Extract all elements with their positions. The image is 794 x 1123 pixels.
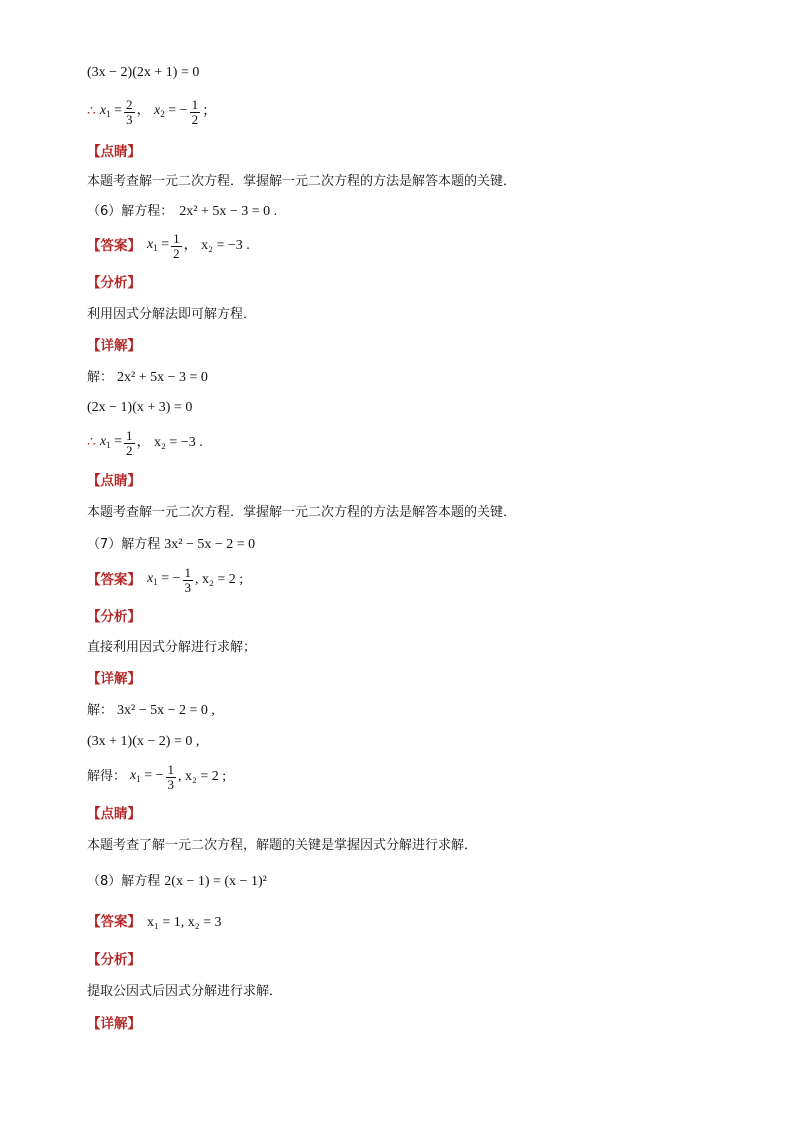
fraction-xj7-x1: $\frac{1}{3}$ [167, 761, 175, 792]
question-6: （6）解方程： 2x² + 5x − 3 = 0 . [87, 204, 278, 219]
xiangjie-7-eq2: (3x + 1)(x − 2) = 0 , [87, 734, 200, 749]
xiangjie-6-eq2: (2x − 1)(x + 3) = 0 [87, 400, 193, 415]
section-label-fenxi-3: 【分析】 [87, 952, 141, 968]
question-7-equation: 3x² − 5x − 2 = 0 [164, 537, 256, 552]
section-label-fenxi-2: 【分析】 [87, 609, 141, 625]
question-6-equation: 2x² + 5x − 3 = 0 . [179, 204, 278, 219]
xiangjie-6-eq1: 解： 2x² + 5x − 3 = 0 [87, 370, 208, 385]
section-label-daan: 【答案】 [87, 238, 141, 254]
fenxi-text-7: 直接利用因式分解进行求解； [87, 640, 257, 655]
fenxi-text-8: 提取公因式后因式分解进行求解． [87, 984, 283, 999]
fraction-x1: $\frac{2}{3}$ [126, 96, 133, 127]
equation-text: (3x − 2)(2x + 1) = 0 [87, 65, 200, 80]
section-label-dianjing-2: 【点睛】 [87, 473, 141, 489]
fraction-x2: $\frac{1}{2}$ [191, 96, 199, 127]
equation-factored-5 [87, 62, 199, 84]
dianjing-text-3: 本题考查了解一元二次方程，解题的关键是掌握因式分解进行求解． [87, 838, 478, 853]
fenxi-text-6: 利用因式分解法即可解方程． [87, 307, 257, 322]
dianjing-text-1: 本题考查解一元二次方程．掌握解一元二次方程的方法是解答本题的关键． [87, 174, 517, 189]
section-label-xiangjie-2: 【详解】 [87, 671, 141, 687]
question-7: （7）解方程 3x² − 5x − 2 = 0 [87, 537, 256, 552]
section-label-xiangjie: 【详解】 [87, 338, 141, 354]
dianjing-text-2: 本题考查解一元二次方程．掌握解一元二次方程的方法是解答本题的关键． [87, 505, 517, 520]
question-8: （8）解方程 2(x − 1) = (x − 1)² [87, 874, 267, 889]
question-8-equation: 2(x − 1) = (x − 1)² [164, 874, 267, 889]
fraction-xj6-x1: $\frac{1}{2}$ [126, 427, 133, 458]
answer-6-x2: x₂ = −3 . [201, 238, 250, 253]
therefore-symbol: ∴ [87, 104, 96, 119]
document-page: (3x − 2)(2x + 1) = 0 ∴ $x_1$ = $\frac{2}{3}$ ， $x_2$ = − $\frac{1}{2}$ ； 【点睛】 本题考查解一元二次方程．掌握解一元二次方程的方法是解答本题的关键． （6）解方程： 2x² + 5x − 3 = 0 . 【答案】 $x_1$ = $\frac{1}{2}$ ， x₂ = −3 . 【分析】 利用因式分解法即可解方程． 【详解】 解： 2x² + 5x − 3 = 0 (2x − 1)(x + 3) = 0 ∴ $x_1$ = $\frac{1}{2}$ ， x₂ = −3 . 【点睛】 本题考查解一元二次方程．掌握解一元二次方程的方法是解答本题的关键． （7）解方程 3x² − 5x − 2 = 0 【答案】 $x_1$ = − $\frac{1}{3}$ , x₂ = 2 ; 【分析】 直接利用因式分解进行求解； 【详解】 解： 3x² − 5x − 2 = 0 , (3x + 1)(x − 2) = 0 , 解得： $x_1$ = − $\frac{1}{3}$ , x₂ = 2 ; 【点睛】 本题考查了解一元二次方程，解题的关键是掌握因式分解进行求解． （8）解方程 2(x − 1) = (x − 1)² 【答案】 x₁ = 1, x₂ = 3 【分析】 提取公因式后因式分解进行求解． 【详解】 [0, 0, 794, 1123]
section-label-dianjing: 【点睛】 [87, 144, 141, 160]
xiangjie-7-eq1: 解： 3x² − 5x − 2 = 0 , [87, 703, 215, 718]
section-label-dianjing-3: 【点睛】 [87, 806, 141, 822]
fraction-a6-x1: $\frac{1}{2}$ [173, 230, 180, 261]
section-label-fenxi: 【分析】 [87, 275, 141, 291]
fraction-a7-x1: $\frac{1}{3}$ [184, 564, 192, 595]
answer-8: 【答案】 x₁ = 1, x₂ = 3 [87, 914, 222, 930]
section-label-xiangjie-3: 【详解】 [87, 1016, 141, 1032]
